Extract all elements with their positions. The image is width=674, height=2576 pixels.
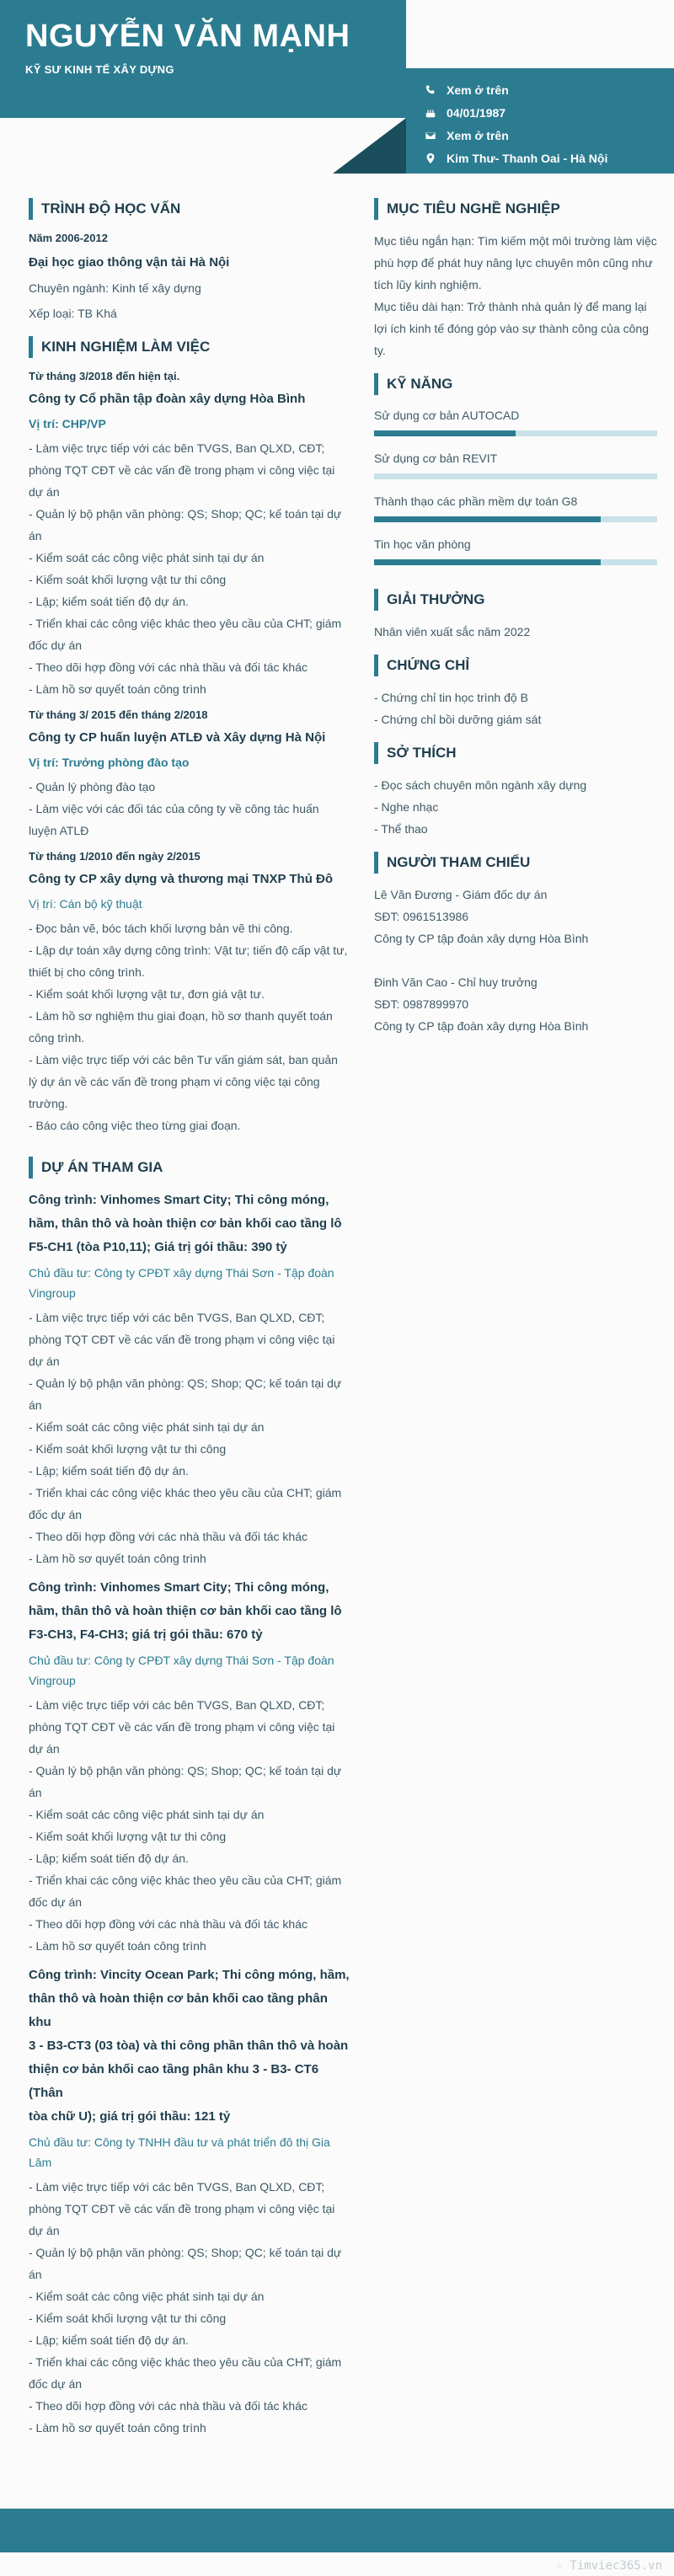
text-line: dự án: [29, 1355, 60, 1368]
location-icon: [423, 151, 438, 166]
text-line: - Đọc sách chuyên môn ngành xây dựng: [374, 778, 587, 792]
text-line: - Làm hồ sơ quyết toán công trình: [29, 1552, 206, 1565]
text-line: - Quản lý bộ phận văn phòng: QS; Shop; QC; kế toán tại dự: [29, 1376, 342, 1390]
skill-name: Sử dụng cơ bản AUTOCAD: [374, 409, 520, 422]
skill-item: [374, 491, 659, 522]
contact-phone: [423, 78, 674, 101]
text-line: - Kiểm soát các công việc phát sinh tại dự án: [29, 1420, 265, 1434]
skill-bar-fill: [374, 430, 516, 436]
project-bullets: [29, 1694, 350, 1957]
text-line: thiết bị cho công trình.: [29, 965, 145, 979]
objective-heading: MỤC TIÊU NGHỀ NGHIỆP: [374, 198, 659, 220]
education-grade: Xếp loại: TB Khá: [29, 307, 117, 320]
text-line: Công trình: Vincity Ocean Park; Thi công móng, hầm,: [29, 1968, 350, 1982]
text-line: lý dự án về các vấn đề trong phạm vi công việc tại công: [29, 1075, 320, 1088]
text-line: đốc dự án: [29, 1508, 83, 1521]
skill-bar-fill: [374, 559, 601, 565]
text-line: - Kiểm soát khối lượng vật tư thi công: [29, 2311, 227, 2325]
text-line: - Quản lý phòng đào tạo: [29, 780, 156, 794]
awards-list: [374, 621, 659, 643]
text-line: F3-CH3, F4-CH3; giá trị gói thầu: 670 tỷ: [29, 1627, 263, 1642]
job-period: Từ tháng 3/ 2015 đến tháng 2/2018: [29, 708, 208, 721]
education-major: Chuyên ngành: Kinh tế xây dựng: [29, 281, 201, 295]
right-column: [374, 198, 659, 1037]
text-line: phù hợp để phát huy năng lực chuyên môn cũng như: [374, 256, 653, 270]
job-position: Vị trí: Trưởng phòng đào tạo: [29, 756, 190, 769]
text-line: - Làm hồ sơ quyết toán công trình: [29, 1939, 206, 1953]
text-line: - Triển khai các công việc khác theo yêu cầu của CHT; giám: [29, 1873, 342, 1887]
text-line: - Lập; kiểm soát tiến độ dự án.: [29, 595, 189, 608]
text-line: - Làm việc trực tiếp với các bên TVGS, Ban QLXD, CĐT;: [29, 2180, 325, 2194]
cake-icon: [423, 105, 438, 120]
text-line: đốc dự án: [29, 639, 83, 652]
text-line: ty.: [374, 344, 386, 357]
text-line: - Quản lý bộ phận văn phòng: QS; Shop; QC; kế toán tại dự: [29, 507, 342, 521]
left-column: [29, 198, 350, 2439]
text-line: - Theo dõi hợp đồng với các nhà thầu và đối tác khác: [29, 2399, 308, 2413]
text-line: - Đọc bản vẽ, bóc tách khối lượng bản vẽ thi công.: [29, 922, 293, 935]
education-heading: TRÌNH ĐỘ HỌC VẤN: [29, 198, 350, 220]
experience-heading: KINH NGHIỆM LÀM VIỆC: [29, 336, 350, 358]
text-line: - Kiểm soát khối lượng vật tư thi công: [29, 1830, 227, 1843]
text-line: - Làm hồ sơ quyết toán công trình: [29, 682, 206, 696]
job-company: Công ty CP huấn luyện ATLĐ và Xây dựng Hà Nội: [29, 730, 326, 745]
job-entry-3: [29, 848, 350, 1136]
text-line: Công trình: Vinhomes Smart City; Thi công móng,: [29, 1580, 329, 1595]
text-line: - Lập; kiểm soát tiến độ dự án.: [29, 1852, 189, 1865]
project-entry-3: [29, 1964, 350, 2439]
awards-heading: GIẢI THƯỞNG: [374, 589, 659, 611]
text-line: trường.: [29, 1097, 68, 1110]
skill-item: [374, 405, 659, 436]
text-line: - Theo dõi hợp đồng với các nhà thầu và đối tác khác: [29, 660, 308, 674]
contact-box: [406, 68, 674, 174]
text-line: - Triển khai các công việc khác theo yêu cầu của CHT; giám: [29, 2355, 342, 2369]
job-company: Công ty Cổ phần tập đoàn xây dựng Hòa Bình: [29, 392, 306, 406]
text-line: - Báo cáo công việc theo từng giai đoạn.: [29, 1119, 241, 1132]
text-line: án: [29, 1786, 42, 1799]
text-line: hầm, thân thô và hoàn thiện cơ bản khối cao tầng lô: [29, 1604, 342, 1618]
reference-company: Công ty CP tập đoàn xây dựng Hòa Bình: [374, 1019, 589, 1033]
text-line: dự án: [29, 1742, 60, 1756]
text-line: 3 - B3-CT3 (03 tòa) và thi công phần thân thô và hoàn: [29, 2039, 349, 2053]
interests-heading: SỞ THÍCH: [374, 742, 659, 764]
text-line: - Kiểm soát các công việc phát sinh tại dự án: [29, 551, 265, 564]
contact-birthday-text: 04/01/1987: [447, 105, 506, 120]
text-line: Vingroup: [29, 1674, 76, 1687]
text-line: dự án: [29, 485, 60, 499]
text-line: - Chứng chỉ bồi dưỡng giám sát: [374, 713, 542, 726]
text-line: án: [29, 529, 42, 542]
job-entry-2: [29, 707, 350, 842]
project-owner: [29, 1263, 350, 1303]
skills-list: [374, 405, 659, 565]
watermark: ☆ Timviec365.vn: [555, 2559, 662, 2573]
text-line: phòng TQT CĐT về các vấn đề trong phạm vi công việc tại: [29, 1720, 335, 1734]
objective-text: [374, 230, 659, 361]
skill-bar: [374, 473, 657, 479]
text-line: tích lũy kinh nghiệm.: [374, 278, 482, 291]
text-line: - Thể thao: [374, 822, 428, 836]
text-line: - Kiểm soát khối lượng vật tư thi công: [29, 573, 227, 586]
contact-email: [423, 124, 674, 147]
projects-heading: DỰ ÁN THAM GIA: [29, 1157, 350, 1178]
job-bullets: [29, 917, 350, 1136]
header-fold-decoration: [333, 118, 406, 174]
text-line: phòng TQT CĐT về các vấn đề trong phạm vi công việc tại: [29, 2202, 335, 2215]
email-icon: [423, 128, 438, 143]
contact-address-text: Kim Thư- Thanh Oai - Hà Nội: [447, 151, 608, 165]
text-line: Lâm: [29, 2156, 52, 2169]
text-line: - Lập; kiểm soát tiến độ dự án.: [29, 1464, 189, 1478]
reference-name: Đinh Văn Cao - Chỉ huy trưởng: [374, 975, 538, 989]
text-line: phòng TQT CĐT về các vấn đề trong phạm vi công việc tại: [29, 463, 335, 477]
text-line: đốc dự án: [29, 1895, 83, 1909]
certificates-list: [374, 687, 659, 730]
skill-bar-fill: [374, 516, 601, 522]
text-line: Chủ đầu tư: Công ty CPĐT xây dựng Thái Sơn - Tập đoàn: [29, 1266, 334, 1280]
candidate-title: KỸ SƯ KINH TẾ XÂY DỰNG: [25, 63, 174, 76]
skill-item: [374, 448, 659, 479]
text-line: - Triển khai các công việc khác theo yêu cầu của CHT; giám: [29, 1486, 342, 1499]
text-line: - Nghe nhạc: [374, 800, 439, 814]
text-line: - Quản lý bộ phận văn phòng: QS; Shop; QC; kế toán tại dự: [29, 2246, 342, 2259]
contact-address: [423, 147, 674, 169]
text-line: - Kiểm soát khối lượng vật tư, đơn giá vật tư.: [29, 987, 265, 1001]
text-line: lợi ích kinh tế đóng góp vào sự thành công của công: [374, 322, 649, 335]
text-line: - Kiểm soát khối lượng vật tư thi công: [29, 1442, 227, 1456]
skill-bar: [374, 516, 657, 522]
job-period: Từ tháng 1/2010 đến ngày 2/2015: [29, 850, 201, 863]
reference-phone: SĐT: 0987899970: [374, 997, 469, 1011]
text-line: - Lập; kiểm soát tiến độ dự án.: [29, 2333, 189, 2347]
header-banner: [0, 0, 406, 118]
education-period: Năm 2006-2012: [29, 232, 108, 244]
text-line: - Kiểm soát các công việc phát sinh tại dự án: [29, 2290, 265, 2303]
reference-phone: SĐT: 0961513986: [374, 910, 469, 923]
phone-icon: [423, 83, 438, 98]
text-line: án: [29, 1398, 42, 1412]
skills-heading: KỸ NĂNG: [374, 373, 659, 395]
project-title: [29, 1189, 350, 1259]
text-line: dự án: [29, 2224, 60, 2237]
contact-email-text: Xem ở trên: [447, 128, 509, 142]
text-line: - Làm việc trực tiếp với các bên TVGS, Ban QLXD, CĐT;: [29, 441, 325, 455]
interests-list: [374, 774, 659, 840]
text-line: án: [29, 2268, 42, 2281]
text-line: - Chứng chỉ tin học trình độ B: [374, 691, 528, 704]
text-line: - Lập dự toán xây dựng công trình: Vật tư; tiến độ cấp vật tư,: [29, 943, 348, 957]
text-line: Mục tiêu ngắn hạn: Tìm kiếm một môi trường làm việc: [374, 234, 657, 248]
text-line: - Làm việc trực tiếp với các bên TVGS, Ban QLXD, CĐT;: [29, 1698, 325, 1712]
text-line: thân thô và hoàn thiện cơ bản khối cao tầng phân khu: [29, 1991, 328, 2029]
job-entry-1: [29, 368, 350, 700]
contact-birthday: [423, 101, 674, 124]
text-line: Mục tiêu dài hạn: Trở thành nhà quản lý để mang lại: [374, 300, 647, 313]
job-bullets: [29, 437, 350, 700]
text-line: Chủ đầu tư: Công ty CPĐT xây dựng Thái Sơn - Tập đoàn: [29, 1654, 334, 1667]
project-title: [29, 1576, 350, 1647]
reference-2: [374, 971, 659, 1037]
text-line: phòng TQT CĐT về các vấn đề trong phạm vi công việc tại: [29, 1333, 335, 1346]
skill-name: Sử dụng cơ bản REVIT: [374, 452, 498, 465]
skill-bar: [374, 430, 657, 436]
education-school: Đại học giao thông vận tải Hà Nội: [29, 255, 230, 270]
contact-phone-text: Xem ở trên: [447, 83, 509, 97]
skill-name: Tin học văn phòng: [374, 537, 471, 551]
text-line: luyện ATLĐ: [29, 824, 89, 837]
text-line: Vingroup: [29, 1286, 76, 1300]
text-line: thiện cơ bản khối cao tầng phân khu 3 - B3- CT6 (Thân: [29, 2062, 319, 2100]
text-line: - Kiểm soát các công việc phát sinh tại dự án: [29, 1808, 265, 1821]
reference-company: Công ty CP tập đoàn xây dựng Hòa Bình: [374, 932, 589, 945]
reference-name: Lê Văn Đương - Giám đốc dự án: [374, 888, 548, 901]
text-line: Nhân viên xuất sắc năm 2022: [374, 625, 531, 639]
candidate-name: NGUYỄN VĂN MẠNH: [25, 19, 350, 54]
skill-bar: [374, 559, 657, 565]
text-line: F5-CH1 (tòa P10,11); Giá trị gói thầu: 390 tỷ: [29, 1240, 287, 1254]
text-line: hầm, thân thô và hoàn thiện cơ bản khối cao tầng lô: [29, 1216, 342, 1231]
project-entry-2: [29, 1576, 350, 1957]
reference-1: [374, 884, 659, 949]
references-heading: NGƯỜI THAM CHIẾU: [374, 852, 659, 874]
job-period: Từ tháng 3/2018 đến hiện tại.: [29, 370, 180, 382]
project-bullets: [29, 1307, 350, 1569]
text-line: - Theo dõi hợp đồng với các nhà thầu và đối tác khác: [29, 1530, 308, 1543]
text-line: công trình.: [29, 1031, 85, 1045]
text-line: - Làm việc với các đối tác của công ty về công tác huấn: [29, 802, 319, 815]
text-line: - Làm việc trực tiếp với các bên Tư vấn giám sát, ban quản: [29, 1053, 338, 1066]
text-line: Chủ đầu tư: Công ty TNHH đầu tư và phát triển đô thị Gia: [29, 2135, 330, 2149]
project-entry-1: [29, 1189, 350, 1569]
skill-name: Thành thạo các phần mềm dự toán G8: [374, 494, 578, 508]
job-position: Vị trí: CHP/VP: [29, 417, 106, 430]
job-company: Công ty CP xây dựng và thương mại TNXP Thủ Đô: [29, 872, 334, 886]
job-position: Vị trí: Cán bộ kỹ thuật: [29, 897, 142, 911]
project-owner: [29, 1650, 350, 1691]
text-line: - Theo dõi hợp đồng với các nhà thầu và đối tác khác: [29, 1917, 308, 1931]
project-bullets: [29, 2176, 350, 2439]
certificates-heading: CHỨNG CHỈ: [374, 655, 659, 676]
text-line: - Triển khai các công việc khác theo yêu cầu của CHT; giám: [29, 617, 342, 630]
job-bullets: [29, 776, 350, 842]
text-line: - Làm việc trực tiếp với các bên TVGS, Ban QLXD, CĐT;: [29, 1311, 325, 1324]
text-line: Công trình: Vinhomes Smart City; Thi công móng,: [29, 1193, 329, 1207]
project-owner: [29, 2132, 350, 2172]
skill-item: [374, 534, 659, 565]
text-line: đốc dự án: [29, 2377, 83, 2391]
text-line: - Làm hồ sơ quyết toán công trình: [29, 2421, 206, 2434]
text-line: tòa chữ U); giá trị gói thầu: 121 tỷ: [29, 2109, 231, 2124]
footer-bar: [0, 2509, 674, 2552]
text-line: - Làm hồ sơ nghiệm thu giai đoạn, hồ sơ thanh quyết toán: [29, 1009, 333, 1023]
project-title: [29, 1964, 350, 2129]
text-line: - Quản lý bộ phận văn phòng: QS; Shop; QC; kế toán tại dự: [29, 1764, 342, 1777]
